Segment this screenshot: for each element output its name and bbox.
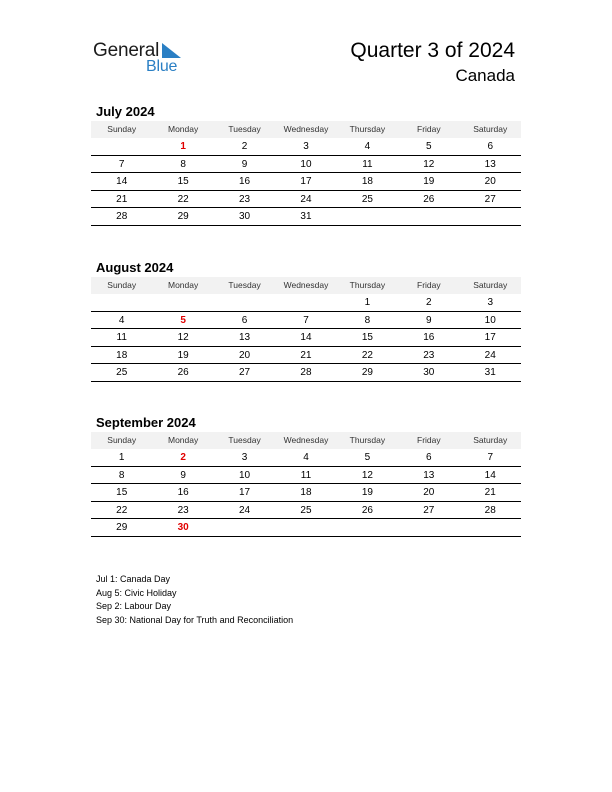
day-cell: 12 (177, 332, 189, 343)
day-cell (152, 294, 213, 311)
day-cell: 20 (238, 349, 251, 361)
day-cell: 29 (177, 211, 189, 222)
day-cell: 25 (300, 504, 312, 516)
day-cell: 6 (241, 314, 248, 326)
day-cell: 31 (484, 367, 496, 378)
week-row (91, 364, 521, 382)
holiday-note: Jul 1: Canada Day (96, 574, 171, 584)
day-cell: 3 (303, 141, 309, 152)
week-row (91, 449, 521, 467)
day-cell: 29 (116, 522, 128, 533)
day-cell: 19 (177, 349, 189, 361)
day-cell (337, 208, 398, 225)
day-cell: 27 (484, 193, 496, 205)
day-cell: 18 (116, 349, 128, 361)
holiday-day-cell: 5 (180, 314, 186, 326)
day-cell: 29 (361, 367, 373, 378)
day-cell: 16 (423, 332, 435, 343)
day-cell: 12 (361, 469, 373, 481)
weekday-label: Thursday (349, 280, 386, 290)
day-cell: 21 (300, 349, 312, 361)
day-cell: 28 (484, 504, 496, 516)
day-cell: 30 (423, 367, 435, 378)
day-cell: 11 (116, 332, 127, 343)
day-cell: 24 (300, 193, 312, 205)
day-cell: 18 (361, 176, 373, 187)
day-cell: 10 (300, 158, 312, 170)
day-cell: 5 (364, 452, 371, 463)
day-cell (275, 519, 336, 536)
weekday-label: Saturday (473, 280, 508, 290)
day-cell (460, 519, 521, 536)
day-cell: 14 (116, 176, 128, 187)
week-row (91, 312, 521, 330)
week-row (91, 329, 521, 347)
weekday-label: Saturday (473, 435, 508, 445)
day-cell: 11 (362, 158, 373, 170)
day-cell: 23 (238, 193, 251, 205)
day-cell: 13 (238, 332, 251, 343)
day-cell: 8 (180, 158, 186, 170)
day-cell: 2 (241, 141, 248, 152)
day-cell: 1 (364, 297, 371, 308)
weekday-label: Wednesday (283, 124, 329, 134)
day-cell (398, 519, 459, 536)
country-name: Canada (455, 66, 515, 85)
holiday-day-cell: 2 (180, 452, 186, 463)
day-cell: 15 (116, 487, 128, 498)
day-cell: 14 (484, 469, 496, 481)
week-row (91, 208, 521, 226)
day-cell: 22 (177, 193, 189, 205)
day-cell: 27 (423, 504, 435, 516)
weekday-label: Tuesday (228, 435, 261, 445)
day-cell: 26 (361, 504, 373, 516)
day-cell: 23 (423, 349, 435, 361)
day-cell (398, 208, 459, 225)
day-cell: 12 (423, 158, 435, 170)
day-cell: 23 (177, 504, 189, 516)
week-row (91, 519, 521, 537)
day-cell: 8 (364, 314, 371, 326)
brand-name-line1: General (93, 40, 160, 61)
day-cell: 24 (484, 349, 496, 361)
day-cell: 14 (300, 332, 312, 343)
holiday-day-cell: 30 (177, 522, 189, 533)
day-cell: 4 (364, 141, 371, 152)
weekday-label: Sunday (107, 280, 137, 290)
day-cell (275, 294, 336, 311)
week-rows (91, 294, 521, 382)
weekday-header-row (91, 432, 521, 449)
holiday-day-cell: 1 (180, 141, 186, 152)
day-cell: 15 (177, 176, 189, 187)
day-cell: 7 (118, 158, 125, 170)
weekday-label: Sunday (107, 435, 137, 445)
weekday-label: Monday (168, 435, 199, 445)
day-cell: 21 (484, 487, 496, 498)
day-cell: 30 (238, 211, 251, 222)
day-cell: 7 (487, 452, 494, 463)
month-september (91, 414, 521, 537)
day-cell: 13 (423, 469, 435, 481)
day-cell: 3 (241, 452, 248, 463)
weekday-label: Tuesday (228, 280, 261, 290)
day-cell: 13 (484, 158, 496, 170)
month-title: September 2024 (96, 415, 196, 430)
day-cell: 26 (423, 193, 435, 205)
day-cell: 10 (484, 314, 496, 326)
day-cell: 15 (361, 332, 373, 343)
day-cell: 19 (361, 487, 373, 498)
weekday-header-row (91, 121, 521, 138)
week-row (91, 502, 521, 520)
week-rows (91, 138, 521, 226)
weekday-label: Thursday (349, 435, 386, 445)
day-cell: 6 (487, 141, 494, 152)
day-cell: 17 (238, 487, 251, 498)
day-cell: 8 (118, 469, 125, 481)
brand-name-line2: Blue (146, 58, 178, 75)
day-cell: 10 (238, 469, 251, 481)
weekday-header-row (91, 277, 521, 294)
holiday-note: Aug 5: Civic Holiday (96, 587, 177, 598)
weekday-label: Wednesday (283, 435, 329, 445)
day-cell: 27 (238, 367, 251, 378)
day-cell (214, 294, 275, 311)
day-cell: 20 (423, 487, 435, 498)
month-title: July 2024 (96, 104, 155, 119)
triangle-logo-icon (162, 43, 182, 59)
day-cell: 1 (118, 452, 125, 463)
month-title: August 2024 (96, 260, 174, 275)
day-cell: 6 (426, 452, 432, 463)
holiday-note: Sep 30: National Day for Truth and Reconciliation (96, 614, 294, 625)
day-cell: 28 (116, 211, 128, 222)
week-row (91, 191, 521, 209)
day-cell: 16 (238, 176, 251, 187)
week-rows (91, 449, 521, 537)
month-july (91, 103, 521, 226)
day-cell: 4 (118, 314, 125, 326)
day-cell: 17 (484, 332, 496, 343)
week-row (91, 484, 521, 502)
weekday-label: Monday (168, 124, 199, 134)
day-cell: 3 (487, 297, 494, 308)
day-cell: 22 (116, 504, 128, 516)
day-cell: 21 (116, 193, 128, 205)
day-cell: 19 (423, 176, 435, 187)
day-cell: 25 (116, 367, 128, 378)
day-cell: 28 (300, 367, 312, 378)
day-cell: 9 (180, 469, 186, 481)
day-cell: 9 (426, 314, 432, 326)
weekday-label: Thursday (349, 124, 386, 134)
weekday-label: Wednesday (283, 280, 329, 290)
week-row (91, 467, 521, 485)
weekday-label: Saturday (473, 124, 508, 134)
day-cell: 31 (300, 211, 312, 222)
day-cell: 4 (303, 452, 309, 463)
page-title: Quarter 3 of 2024 (350, 39, 515, 62)
week-row (91, 294, 521, 312)
day-cell: 18 (300, 487, 312, 498)
day-cell: 20 (484, 176, 496, 187)
day-cell (91, 138, 152, 155)
day-cell (337, 519, 398, 536)
week-row (91, 156, 521, 174)
week-row (91, 173, 521, 191)
day-cell (460, 208, 521, 225)
day-cell: 22 (361, 349, 373, 361)
weekday-label: Tuesday (228, 124, 261, 134)
day-cell: 24 (238, 504, 251, 516)
week-row (91, 347, 521, 365)
weekday-label: Monday (168, 280, 199, 290)
day-cell (91, 294, 152, 311)
day-cell: 5 (426, 141, 432, 152)
holiday-note: Sep 2: Labour Day (96, 601, 172, 611)
month-august (91, 259, 521, 382)
weekday-label: Friday (417, 124, 441, 134)
day-cell: 26 (177, 367, 189, 378)
day-cell (214, 519, 275, 536)
day-cell: 7 (303, 314, 309, 326)
day-cell: 9 (241, 158, 248, 170)
day-cell: 25 (361, 193, 373, 205)
day-cell: 11 (300, 469, 312, 481)
day-cell: 17 (300, 176, 312, 187)
week-row (91, 138, 521, 156)
weekday-label: Sunday (107, 124, 137, 134)
weekday-label: Friday (417, 280, 441, 290)
weekday-label: Friday (417, 435, 441, 445)
day-cell: 16 (177, 487, 189, 498)
day-cell: 2 (426, 297, 432, 308)
brand-logo (93, 40, 193, 80)
holiday-notes (96, 573, 293, 627)
